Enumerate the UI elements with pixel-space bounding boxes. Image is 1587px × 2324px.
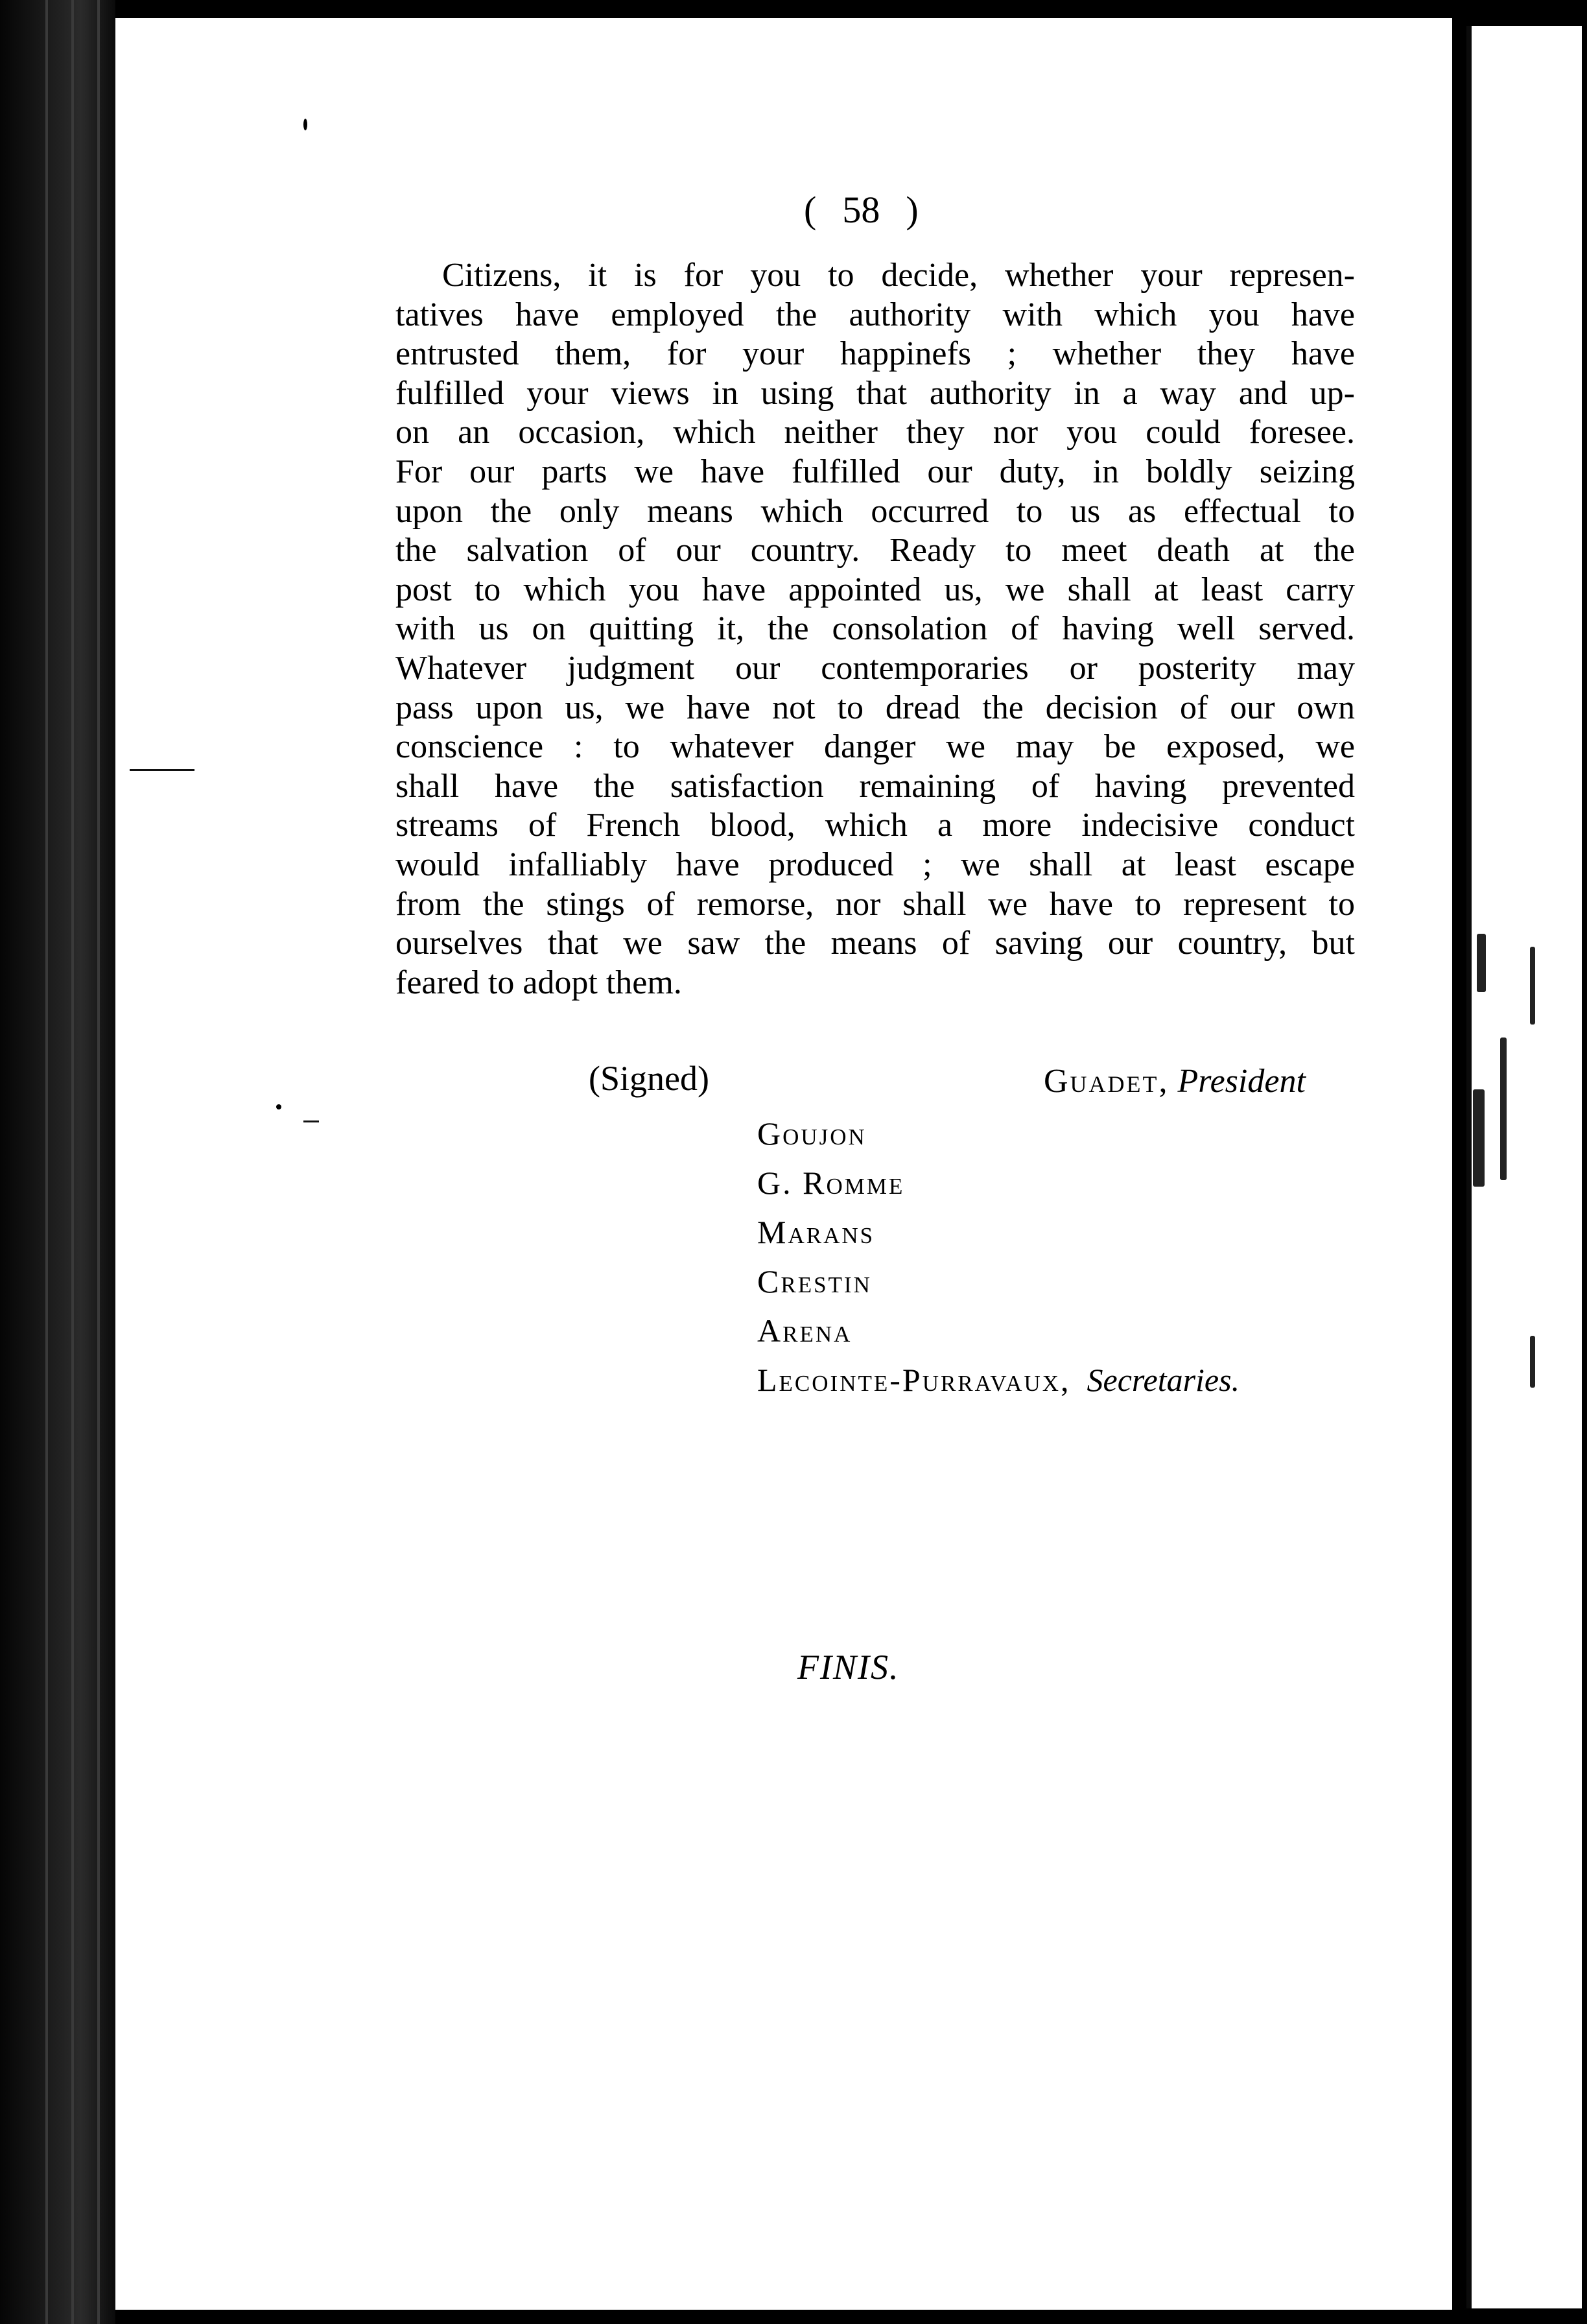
text-line: Citizens, it is for you to decide, whether your represen- — [442, 257, 1355, 294]
ink-speck — [276, 1104, 281, 1109]
text-line: post to which you have appointed us, we shall at least carry — [395, 571, 1355, 608]
page-number-open-paren: ( — [804, 189, 817, 231]
signatory-name: Marans — [757, 1214, 875, 1250]
ink-speck — [303, 119, 307, 130]
page-edge-mark — [1500, 1038, 1507, 1180]
text-line: would infalliably have produced ; we shall at least escape — [395, 846, 1355, 883]
signatory-name: Arena — [757, 1312, 852, 1349]
signatory-name: G. Romme — [757, 1165, 905, 1201]
text-line: Whatever judgment our contemporaries or posterity may — [395, 649, 1355, 687]
secretaries-signature — [757, 1355, 1240, 1405]
page-number-value: 58 — [842, 189, 880, 231]
president-signature — [1044, 1062, 1306, 1100]
finis-label: FINIS. — [797, 1648, 900, 1687]
text-line: upon the only means which occurred to us as effectual to — [395, 492, 1355, 530]
secretary-name: Lecointe-Purravaux, — [757, 1362, 1071, 1398]
text-line: ourselves that we saw the means of saving our country, but — [395, 925, 1355, 962]
text-line: from the stings of remorse, nor shall we have to represent to — [395, 885, 1355, 923]
text-line: For our parts we have fulfilled our duty, in boldly seizing — [395, 453, 1355, 490]
text-line: with us on quitting it, the consolation of having well served. — [395, 610, 1355, 648]
text-line: tatives have employed the authority with which you have — [395, 296, 1355, 333]
secretaries-title: Secretaries. — [1087, 1362, 1240, 1398]
page-edge-mark — [1530, 1336, 1535, 1388]
page-number — [804, 188, 919, 231]
president-name: Guadet, — [1044, 1063, 1170, 1100]
binding-edge — [97, 0, 100, 2324]
binding-edge — [45, 0, 48, 2324]
text-line: conscience : to whatever danger we may be exposed, we — [395, 728, 1355, 766]
signed-label: (Signed) — [589, 1059, 709, 1098]
text-line: feared to adopt them. — [395, 964, 682, 1001]
page-number-close-paren: ) — [906, 189, 919, 231]
text-line: entrusted them, for your happinefs ; whether they have — [395, 335, 1355, 373]
book-binding — [0, 0, 115, 2324]
text-line: fulfilled your views in using that authority in a way and up- — [395, 374, 1355, 412]
text-line: shall have the satisfaction remaining of having prevented — [395, 767, 1355, 805]
text-line: streams of French blood, which a more indecisive conduct — [395, 807, 1355, 844]
adjacent-page-edge — [1466, 26, 1582, 2308]
body-paragraph — [395, 256, 1355, 1002]
signatory-name: Crestin — [757, 1263, 872, 1299]
president-title: President — [1177, 1063, 1306, 1100]
signatory-list — [757, 1109, 1240, 1405]
text-line: pass upon us, we have not to dread the decision of our own — [395, 689, 1355, 726]
page-edge-mark — [1473, 1089, 1485, 1187]
text-line: the salvation of our country. Ready to meet death at the — [395, 532, 1355, 569]
page-edge-mark — [1477, 934, 1486, 992]
margin-mark — [303, 1120, 319, 1122]
page-edge-mark — [1530, 947, 1535, 1025]
text-line: on an occasion, which neither they nor you could foresee. — [395, 414, 1355, 451]
margin-mark — [130, 769, 194, 771]
signatory-name: Goujon — [757, 1115, 867, 1152]
binding-edge — [71, 0, 74, 2324]
